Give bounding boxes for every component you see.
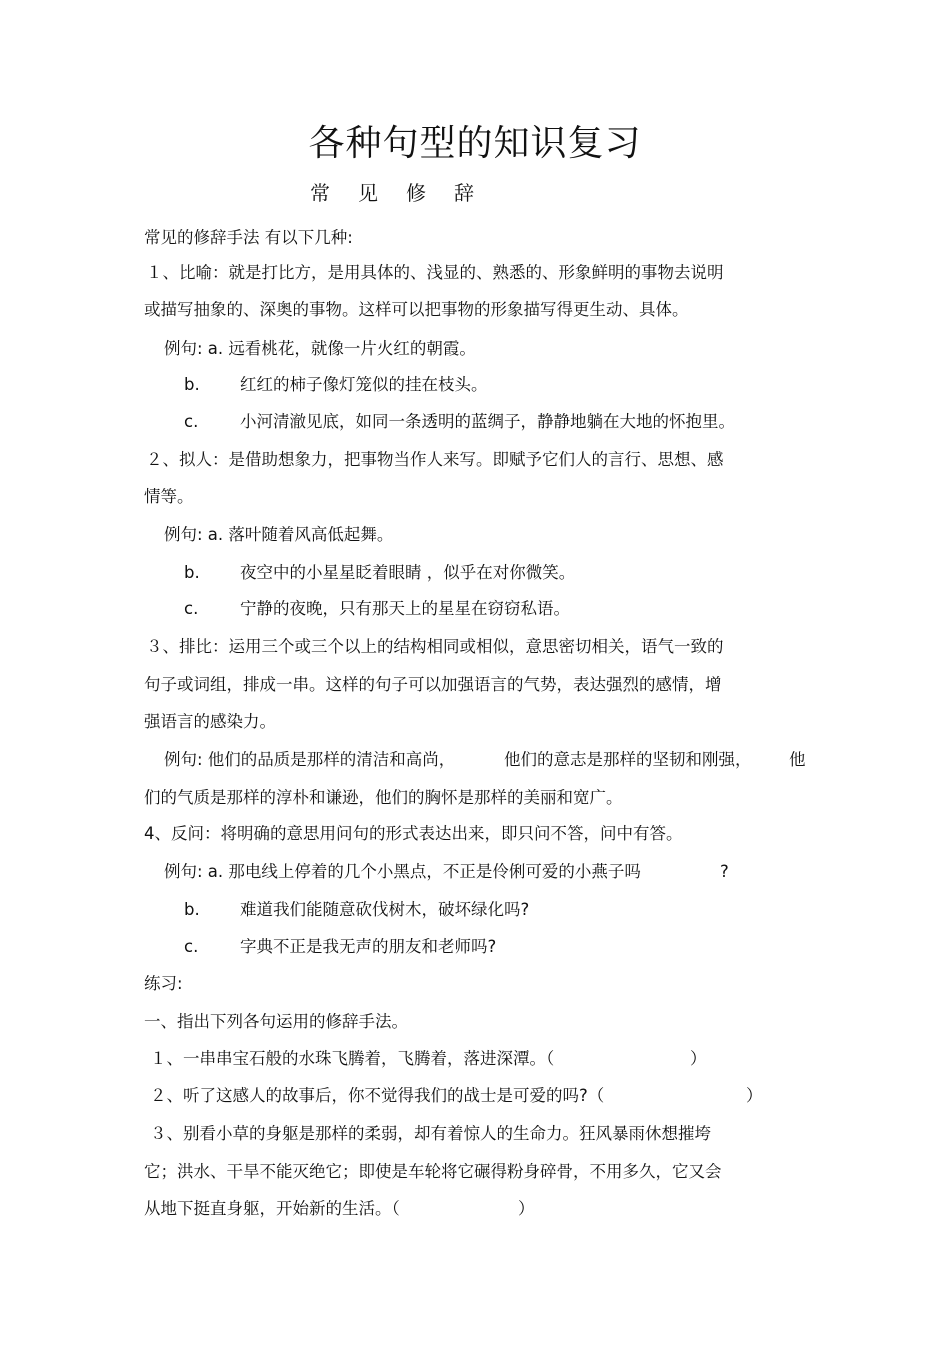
page-title: 各种句型的知识复习 <box>308 123 642 164</box>
section-4-line-1: 4、反问：将明确的意思用问句的形式表达出来，即只问不答，问中有答。 <box>144 824 683 843</box>
section-3-example-part-2: 他们的意志是那样的坚韧和刚强， <box>504 750 752 769</box>
section-3-line-3: 强语言的感染力。 <box>144 712 276 731</box>
section-2-example-a: 例句: a. 落叶随着风高低起舞。 <box>164 525 394 544</box>
question-2: ２、听了这感人的故事后，你不觉得我们的战士是可爱的吗?（ <box>150 1086 605 1105</box>
section-1-line-2: 或描写抽象的、深奥的事物。这样可以把事物的形象描写得更生动、具体。 <box>144 300 689 319</box>
section-3-line-2: 句子或词组，排成一串。这样的句子可以加强语言的气势，表达强烈的感情，增 <box>144 675 722 694</box>
section-4-example-b: 难道我们能随意砍伐树木，破坏绿化吗? <box>240 900 530 919</box>
section-3-example-line-2: 们的气质是那样的淳朴和谦逊，他们的胸怀是那样的美丽和宽广。 <box>144 788 623 807</box>
question-3-line-3: 从地下挺直身躯，开始新的生活。（ <box>144 1199 400 1218</box>
section-3-example-part-1: 例句: 他们的品质是那样的清洁和高尚， <box>164 750 456 769</box>
section-4-example-a: 例句: a. 那电线上停着的几个小黑点，不正是伶俐可爱的小燕子吗 <box>164 862 641 881</box>
intro-text: 常见的修辞手法 有以下几种: <box>144 228 353 247</box>
section-2-example-c-letter: c. <box>184 599 199 618</box>
section-1-example-a: 例句: a. 远看桃花，就像一片火红的朝霞。 <box>164 339 476 358</box>
question-1-close-paren: ） <box>690 1049 707 1068</box>
section-3-example-part-3: 他 <box>789 750 806 769</box>
section-4-example-b-letter: b. <box>184 900 200 919</box>
question-2-close-paren: ） <box>746 1086 763 1105</box>
section-2-line-2: 情等。 <box>144 487 194 506</box>
question-group-header: 一、指出下列各句运用的修辞手法。 <box>144 1012 408 1031</box>
question-3-close-paren: ） <box>518 1199 535 1218</box>
page-subtitle: 常见修辞 <box>310 181 502 205</box>
section-4-example-c: 字典不正是我无声的朋友和老师吗? <box>240 937 497 956</box>
practice-heading: 练习: <box>144 974 183 993</box>
question-1: １、一串串宝石般的水珠飞腾着，飞腾着，落进深潭。（ <box>150 1049 555 1068</box>
section-4-example-c-letter: c. <box>184 937 199 956</box>
section-1-example-c: 小河清澈见底，如同一条透明的蓝绸子，静静地躺在大地的怀抱里。 <box>240 412 735 431</box>
section-4-example-a-question-mark: ? <box>720 862 729 881</box>
section-2-line-1: ２、拟人：是借助想象力，把事物当作人来写。即赋予它们人的言行、思想、感 <box>146 450 724 469</box>
section-2-example-b-letter: b. <box>184 563 200 582</box>
section-1-line-1: １、比喻：就是打比方，是用具体的、浅显的、熟悉的、形象鲜明的事物去说明 <box>146 263 724 282</box>
section-1-example-b: 红红的柿子像灯笼似的挂在枝头。 <box>240 375 488 394</box>
question-3-line-2: 它；洪水、干旱不能灭绝它；即使是车轮将它碾得粉身碎骨，不用多久，它又会 <box>144 1162 722 1181</box>
section-1-example-b-letter: b. <box>184 375 200 394</box>
section-1-example-c-letter: c. <box>184 412 199 431</box>
section-2-example-b: 夜空中的小星星眨着眼睛 ，似乎在对你微笑。 <box>240 563 576 582</box>
section-2-example-c: 宁静的夜晚，只有那天上的星星在窃窃私语。 <box>240 599 570 618</box>
section-3-line-1: ３、排比：运用三个或三个以上的结构相同或相似，意思密切相关，语气一致的 <box>146 637 724 656</box>
question-3-line-1: ３、别看小草的身躯是那样的柔弱，却有着惊人的生命力。狂风暴雨休想摧垮 <box>150 1124 711 1143</box>
